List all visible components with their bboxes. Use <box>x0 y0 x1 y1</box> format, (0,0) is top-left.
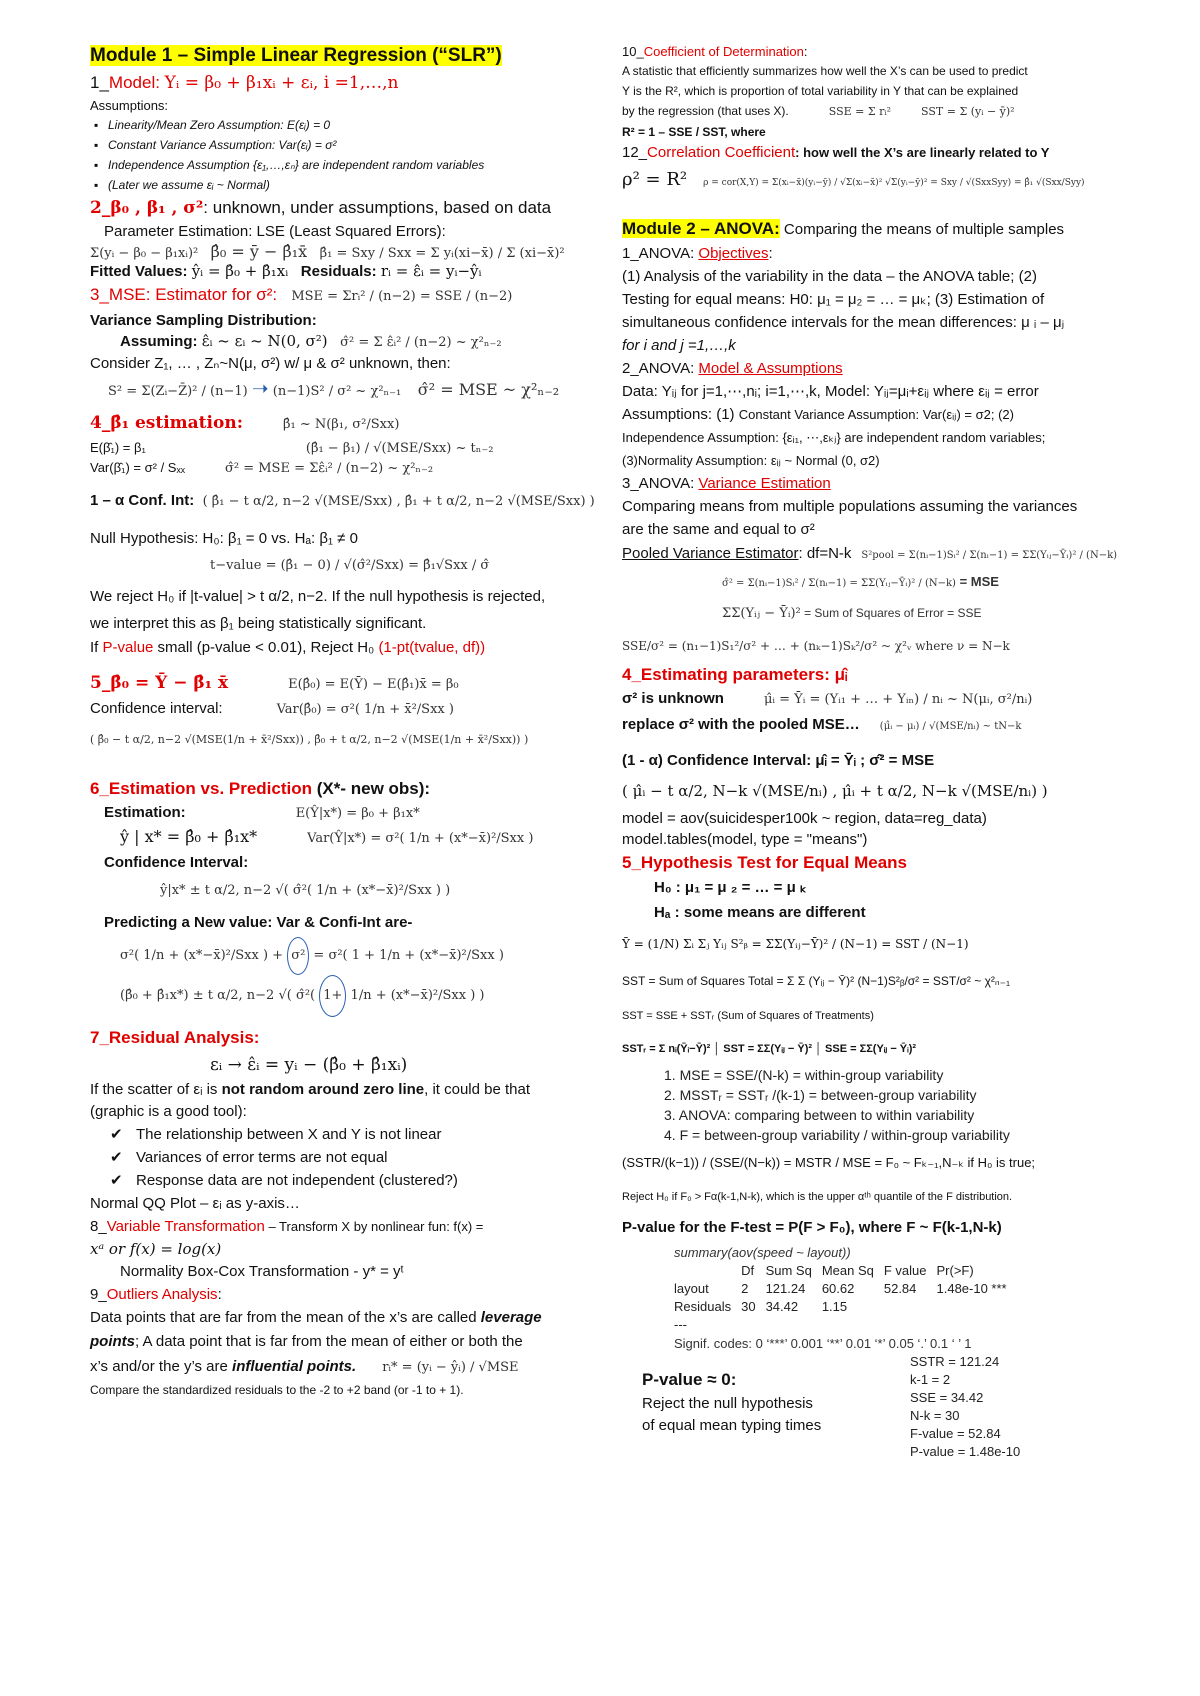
circled-one: 1+ <box>319 975 346 1017</box>
table-row: Residuals 30 34.42 1.15 <box>674 1299 848 1314</box>
s9-para3: x’s and/or the y’s are influential points. rᵢ* = (yᵢ − ŷᵢ) / √MSE <box>90 1358 519 1375</box>
check-item: ✔ Response data are not independent (clustered?) <box>136 1169 590 1192</box>
assumption-item: ▪ Constant Variance Assumption: Var(εᵢ) = σ² <box>108 135 590 155</box>
right-column <box>622 42 1132 1463</box>
assumptions-list <box>90 115 590 195</box>
list-item-2: 2. MSSTᵣ = SSTᵣ /(k-1) = between-group variability <box>664 1087 977 1103</box>
s6-heading: 6_Estimation vs. Prediction (X*- new obs): <box>90 779 431 798</box>
a4-heading: 4_Estimating parameters: μ̂ᵢ <box>622 665 848 684</box>
pvalue-summary <box>622 1353 1132 1463</box>
a3-p2: are the same and equal to σ² <box>622 521 815 538</box>
left-column <box>90 42 595 1399</box>
pv-l1: Reject the null hypothesis <box>642 1395 813 1412</box>
pv-l2: of equal mean typing times <box>642 1417 822 1434</box>
fitted-residuals: Fitted Values: ŷᵢ = β̂₀ + β̂₁xᵢ Residuals: rᵢ = ε̂ᵢ = yᵢ−ŷᵢ <box>90 262 482 280</box>
a1-p4: for i and j =1,…,k <box>622 337 736 354</box>
ci2-label: Confidence Interval: <box>104 854 249 871</box>
a4-l2: replace σ² with the pooled MSE… (μ̂ᵢ − μᵢ) / √(MSE/nᵢ) ~ tN−k <box>622 716 1022 733</box>
a1-heading: 1_ANOVA: Objectives: <box>622 245 773 262</box>
s10-r2: R² = 1 – SSE / SST, where <box>622 125 766 139</box>
s4-expectation: E(β̂₁) = β₁ (β̂₁ − β₁) / √(MSE/Sxx) ~ tₙ₋₂ <box>90 440 494 456</box>
s5-ci-label: Confidence interval: Var(β̂₀) = σ²( 1/n + x̄²/Sxx ) <box>90 700 454 717</box>
s12-formula: ρ² = R² ρ = cor(X,Y) = Σ(xᵢ−x̄)(yᵢ−ȳ) / √Σ(xᵢ−x̄)² √Σ(yᵢ−ȳ)² = Sxy / √(SxxSyy) = β̂₁ √(Sxx/Syy) <box>622 169 1085 190</box>
s9-heading: 9_Outliers Analysis: <box>90 1286 222 1303</box>
s2-heading: 2_β₀ , β₁ , σ²: unknown, under assumptions, based on data <box>90 198 552 218</box>
check-item: ✔ Variances of error terms are not equal <box>136 1146 590 1169</box>
table-row: layout 2 121.24 60.62 52.84 1.48e-10 *** <box>674 1281 1007 1296</box>
a1-p3: simultaneous confidence intervals for the mean differences: μ ᵢ – μⱼ <box>622 314 1065 331</box>
sigma-line: σ̂² = Σ(nᵢ−1)Sᵢ² / Σ(nᵢ−1) = ΣΣ(Yᵢⱼ−Ȳᵢ)² / (N−k) = MSE <box>722 574 999 589</box>
stat-item: P-value = 1.48e-10 <box>910 1444 1021 1459</box>
pv-title: P-value ≈ 0: <box>642 1370 737 1389</box>
a4-ci-formula: ( μ̂ᵢ − t α/2, N−k √(MSE/nᵢ) , μ̂ᵢ + t α/2, N−k √(MSE/nᵢ) ) <box>622 782 1048 800</box>
conf-int-line: 1 – α Conf. Int: ( β̂₁ − t α/2, n−2 √(MSE/Sxx) , β̂₁ + t α/2, n−2 √(MSE/Sxx) ) <box>90 492 595 509</box>
a5-ha: Hₐ : some means are different <box>654 904 866 921</box>
consider-line: Consider Z₁, … , Zₙ~N(μ, σ²) w/ μ & σ² unknown, then: <box>90 355 451 372</box>
sst-def: SST = Sum of Squares Total = Σ Σ (Yᵢⱼ − Ȳ)² (N−1)S²ᵦ/σ² = SST/σ² ~ χ²ₙ₋₁ <box>622 974 1011 988</box>
prediction-label: Predicting a New value: Var & Confi-Int are- <box>104 914 413 931</box>
a3-heading: 3_ANOVA: Variance Estimation <box>622 475 831 492</box>
estimation-formula: ŷ | x* = β̂₀ + β̂₁x* Var(Ŷ|x*) = σ²( 1/n + (x*−x̄)²/Sxx ) <box>120 827 534 846</box>
check-item: ✔ The relationship between X and Y is not linear <box>136 1123 590 1146</box>
a5-f1: Ȳ = (1/N) Σᵢ Σⱼ Yᵢⱼ S²ᵦ = ΣΣ(Yᵢⱼ−Ȳ)² / (N−1) = SST / (N−1) <box>622 937 969 951</box>
s7-heading: 7_Residual Analysis: <box>90 1028 260 1047</box>
table-row: Df Sum Sq Mean Sq F value Pr(>F) <box>741 1263 974 1278</box>
s2-lse: Parameter Estimation: LSE (Least Squared Errors): <box>104 223 446 240</box>
reject-rule: We reject H₀ if |t-value| > t α/2, n−2. If the null hypothesis is rejected, <box>90 588 546 605</box>
a4-ci: (1 - α) Confidence Interval: μ̂ᵢ = Ȳᵢ ; σ̂² = MSE <box>622 752 935 769</box>
s7-formula: εᵢ → ε̂ᵢ = yᵢ − (β̂₀ + β̂₁xᵢ) <box>210 1055 408 1075</box>
a1-p1: (1) Analysis of the variability in the data – the ANOVA table; (2) <box>622 268 1037 285</box>
assumption-item: ▪ (Later we assume εᵢ ~ Normal) <box>108 175 590 195</box>
f-formula: (SSTR/(k−1)) / (SSE/(N−k)) = MSTR / MSE = F₀ ~ Fₖ₋₁,N₋ₖ if H₀ is true; <box>622 1155 1036 1170</box>
code-line-2: model.tables(model, type = "means") <box>622 831 868 848</box>
list-item-4: 4. F = between-group variability / within-group variability <box>664 1127 1010 1143</box>
s5-heading: 5_β̂₀ = Ȳ − β̂₁ x̄ E(β̂₀) = E(Ȳ) − E(β̂₁)x̄ = β₀ <box>90 673 459 693</box>
module1-title: Module 1 – Simple Linear Regression (“SLR”) <box>90 45 502 66</box>
a3-p1: Comparing means from multiple populations assuming the variances <box>622 498 1078 515</box>
aov-signif: Signif. codes: 0 ‘***’ 0.001 ‘**’ 0.01 ‘*’ 0.05 ‘.’ 0.1 ‘ ’ 1 <box>674 1336 972 1351</box>
null-hypothesis: Null Hypothesis: H₀: β₁ = 0 vs. Hₐ: β₁ ≠ 0 <box>90 530 358 547</box>
prediction-ci: (β̂₀ + β̂₁x*) ± t α/2, n−2 √( σ̂²( 1+ 1/n + (x*−x̄)²/Sxx ) ) <box>90 975 590 1017</box>
residual-checks <box>90 1123 590 1192</box>
stats-block <box>910 1353 1020 1461</box>
s9-last: Compare the standardized residuals to the -2 to +2 band (or -1 to + 1). <box>90 1383 464 1397</box>
list-item-3: 3. ANOVA: comparing between to within variability <box>664 1107 975 1123</box>
s3-heading: 3_MSE: Estimator for σ²: MSE = Σrᵢ² / (n−2) = SSE / (n−2) <box>90 285 513 304</box>
s2-formulas: Σ(yᵢ − β₀ − β₁xᵢ)² β̂₀ = ȳ − β̂₁x̄ β̂₁ = Sxy / Sxx = Σ yᵢ(xi−x̄) / Σ (xi−x̄)² <box>90 242 565 261</box>
summary-call: summary(aov(speed ~ layout)) <box>674 1245 851 1260</box>
sse-line: ΣΣ(Yᵢⱼ − Ȳᵢ)² = Sum of Squares of Error = SSE <box>722 606 982 621</box>
ci2-formula: ŷ|x* ± t α/2, n−2 √( σ̂²( 1/n + (x*−x̄)²/Sxx ) ) <box>160 883 451 898</box>
s10-p1: A statistic that efficiently summarizes how well the X’s can be used to predict <box>622 64 1028 78</box>
a2-heading: 2_ANOVA: Model & Assumptions <box>622 360 843 377</box>
s4-heading: 4_β̂₁ estimation: β̂₁ ~ N(β₁, σ²/Sxx) <box>90 413 400 433</box>
a5-heading: 5_Hypothesis Test for Equal Means <box>622 853 907 872</box>
s9-para2: points; A data point that is far from the mean of either or both the <box>90 1333 523 1350</box>
s10-heading: 10_Coefficient of Determination: <box>622 44 808 59</box>
a5-h0: H₀ : μ₁ = μ ₂ = … = μ ₖ <box>654 879 807 896</box>
circled-sigma: σ² <box>287 937 309 975</box>
a2-p1: Data: Yᵢⱼ for j=1,⋯,nᵢ; i=1,⋯,k, Model: Yᵢⱼ=μᵢ+εᵢⱼ where εᵢⱼ = error <box>622 383 1039 400</box>
table-row: --- <box>674 1317 687 1332</box>
pvalue-rule: If P-value small (p-value < 0.01), Reject H₀ (1-pt(tvalue, df)) <box>90 639 486 656</box>
stat-item: N-k = 30 <box>910 1408 960 1423</box>
a2-p3: Independence Assumption: {εᵢ₁, ⋯,εₖⱼ} are independent random variables; <box>622 430 1046 445</box>
stat-item: F-value = 52.84 <box>910 1426 1001 1441</box>
interpret-line: we interpret this as β₁ being statistically significant. <box>90 615 427 632</box>
a2-p4: (3)Normality Assumption: εᵢⱼ ~ Normal (0, σ2) <box>622 453 880 468</box>
s1-model: 1_Model: Yᵢ = β₀ + β₁xᵢ + εᵢ, i =1,…,n <box>90 73 399 93</box>
qq-plot: Normal QQ Plot – εᵢ as y-axis… <box>90 1195 300 1212</box>
pooled-line: Pooled Variance Estimator: df=N-k S²pool = Σ(nᵢ−1)Sᵢ² / Σ(nᵢ−1) = ΣΣ(Yᵢⱼ−Ȳᵢ)² / (N−k) <box>622 545 1118 562</box>
estimation-label: Estimation: E(Ŷ|x*) = β₀ + β₁x* <box>104 804 420 821</box>
sst-split: SST = SSE + SSTᵣ (Sum of Squares of Treatments) <box>622 1010 874 1022</box>
list-item-1: 1. MSE = SSE/(N-k) = within-group variability <box>664 1067 944 1083</box>
s8-heading: 8_Variable Transformation – Transform X by nonlinear fun: f(x) = <box>90 1218 484 1235</box>
reject-f: Reject H₀ if F₀ > Fα(k-1,N-k), which is the upper αᵗʰ quantile of the F distribution. <box>622 1191 1013 1203</box>
assumption-item: ▪ Independence Assumption {ε₁,…,εₙ} are independent random variables <box>108 155 590 175</box>
pval-f: P-value for the F-test = P(F > F₀), where F ~ F(k-1,N-k) <box>622 1219 1002 1236</box>
s7-para1: If the scatter of εᵢ is not random around zero line, it could be that <box>90 1081 531 1098</box>
stat-item: SSTR = 121.24 <box>910 1354 1000 1369</box>
code-line-1: model = aov(suicidesper100k ~ region, data=reg_data) <box>622 810 987 827</box>
stat-item: k-1 = 2 <box>910 1372 951 1387</box>
assumptions-label: Assumptions: <box>90 98 169 113</box>
sstr-line: SSTᵣ = Σ nᵢ(Ȳᵢ−Ȳ)² │ SST = ΣΣ(Yᵢⱼ − Ȳ)² │ SSE = ΣΣ(Yᵢⱼ − Ȳᵢ)² <box>622 1043 917 1055</box>
s5-ci-formula: ( β̂₀ − t α/2, n−2 √(MSE(1/n + x̄²/Sxx)) , β̂₀ + t α/2, n−2 √(MSE(1/n + x̄²/Sxx)) ) <box>90 733 529 746</box>
a1-p2: Testing for equal means: H0: μ₁ = μ₂ = … = μₖ; (3) Estimation of <box>622 291 1045 308</box>
assuming-line: Assuming: ε̂ᵢ ~ εᵢ ~ N(0, σ²) σ̂² = Σ ε̂ᵢ² / (n−2) ~ χ²ₙ₋₂ <box>120 332 502 350</box>
tvalue-formula: t−value = (β̂₁ − 0) / √(σ̂²/Sxx) = β̂₁√Sxx / σ̂ <box>210 558 490 573</box>
s8-cont: xᵃ or f(x) = log(x) <box>90 1240 222 1258</box>
a2-p2: Assumptions: (1) Constant Variance Assumption: Var(εᵢⱼ) = σ2; (2) <box>622 406 1014 423</box>
s10-p2: Y is the R², which is proportion of total variability in Y that can be explained <box>622 84 1019 98</box>
module2-title: Module 2 – ANOVA: Comparing the means of multiple samples <box>622 219 1065 238</box>
s9-para1: Data points that are far from the mean of the x’s are called leverage <box>90 1309 542 1326</box>
s12-heading: 12_Correlation Coefficient: how well the X’s are linearly related to Y <box>622 144 1050 161</box>
vsd-label: Variance Sampling Distribution: <box>90 312 317 329</box>
a4-l1: σ² is unknown μ̂ᵢ = Ȳᵢ = (Yᵢ₁ + … + Yᵢₙ) / nᵢ ~ N(μᵢ, σ²/nᵢ) <box>622 690 1033 707</box>
boxcox-line: Normality Box-Cox Transformation - y* = yᵗ <box>120 1263 404 1280</box>
sse-chi: SSE/σ² = (n₁−1)S₁²/σ² + … + (nₖ−1)Sₖ²/σ² ~ χ²ᵥ where ν = N−k <box>622 639 1010 653</box>
s7-para2: (graphic is a good tool): <box>90 1103 247 1120</box>
assumption-item: ▪ Linearity/Mean Zero Assumption: E(εᵢ) = 0 <box>108 115 590 135</box>
stat-item: SSE = 34.42 <box>910 1390 984 1405</box>
aov-table <box>674 1262 1017 1334</box>
sample-var-formulas: S² = Σ(Zᵢ−Z̄)² / (n−1) ➝ (n−1)S² / σ² ~ χ²ₙ₋₁ σ̂² = MSE ~ χ²ₙ₋₂ <box>108 376 560 400</box>
s10-p3: by the regression (that uses X). SSE = Σ rᵢ² SST = Σ (yᵢ − ȳ)² <box>622 104 1015 118</box>
s4-variance: Var(β̂₁) = σ² / Sₓₓ σ̂² = MSE = Σε̂ᵢ² / (n−2) ~ χ²ₙ₋₂ <box>90 460 434 476</box>
prediction-var: σ²( 1/n + (x*−x̄)²/Sxx ) + σ² = σ²( 1 + 1/n + (x*−x̄)²/Sxx ) <box>90 937 590 975</box>
